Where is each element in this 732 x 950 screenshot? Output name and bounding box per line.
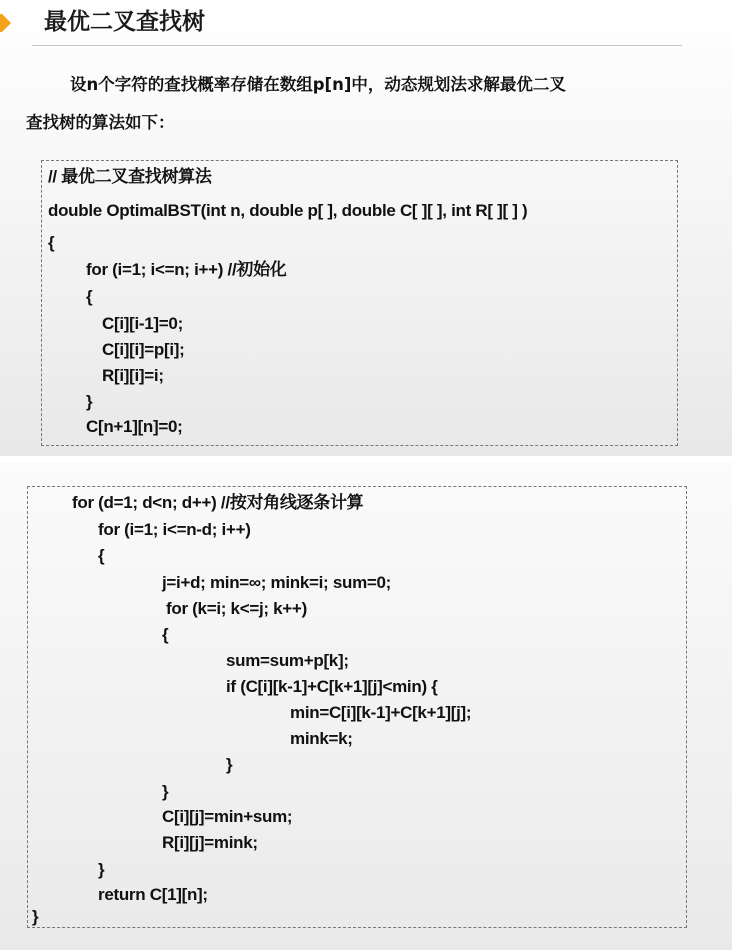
code-line: { xyxy=(98,546,105,565)
chevron-right-icon xyxy=(0,14,18,32)
code-line: return C[1][n]; xyxy=(98,885,208,904)
code-line: } xyxy=(86,392,93,411)
code-line: { xyxy=(48,233,55,252)
intro-line-1: 设n个字符的查找概率存储在数组p[n]中，动态规划法求解最优二叉 xyxy=(70,75,566,94)
code-line: } xyxy=(226,755,233,774)
code-line: sum=sum+p[k]; xyxy=(226,651,349,670)
code-listing-1 xyxy=(42,161,677,445)
code-line: } xyxy=(98,860,105,879)
slide-2 xyxy=(0,462,732,950)
title-divider xyxy=(32,45,682,46)
code-line: double OptimalBST(int n, double p[ ], double C[ ][ ], int R[ ][ ] ) xyxy=(48,201,528,220)
code-line: } xyxy=(32,907,39,926)
code-line: min=C[i][k-1]+C[k+1][j]; xyxy=(290,703,472,722)
code-line: mink=k; xyxy=(290,729,353,748)
code-line: C[i][j]=min+sum; xyxy=(162,807,293,826)
code-line: if (C[i][k-1]+C[k+1][j]<min) { xyxy=(226,677,438,696)
code-line: { xyxy=(162,625,169,644)
code-line: R[i][j]=mink; xyxy=(162,833,258,852)
code-block-1 xyxy=(41,160,678,446)
code-line: } xyxy=(162,782,169,801)
code-line: // 最优二叉查找树算法 xyxy=(48,167,212,186)
code-line: R[i][i]=i; xyxy=(102,366,164,385)
code-line: C[n+1][n]=0; xyxy=(86,417,183,436)
slide-1 xyxy=(0,0,732,456)
slide-title: 最优二叉查找树 xyxy=(44,9,205,35)
intro-line-2: 查找树的算法如下： xyxy=(26,113,175,132)
code-line: C[i][i]=p[i]; xyxy=(102,340,185,359)
code-line: for (i=1; i<=n; i++) //初始化 xyxy=(86,260,287,279)
code-listing-2 xyxy=(28,487,686,927)
code-line: C[i][i-1]=0; xyxy=(102,314,183,333)
code-line: { xyxy=(86,287,93,306)
code-block-2 xyxy=(27,486,687,928)
code-line: j=i+d; min=∞; mink=i; sum=0; xyxy=(162,573,392,592)
code-line: for (k=i; k<=j; k++) xyxy=(166,599,307,618)
code-line: for (i=1; i<=n-d; i++) xyxy=(98,520,251,539)
code-line: for (d=1; d<n; d++) //按对角线逐条计算 xyxy=(72,493,364,512)
intro-paragraph xyxy=(26,66,726,142)
